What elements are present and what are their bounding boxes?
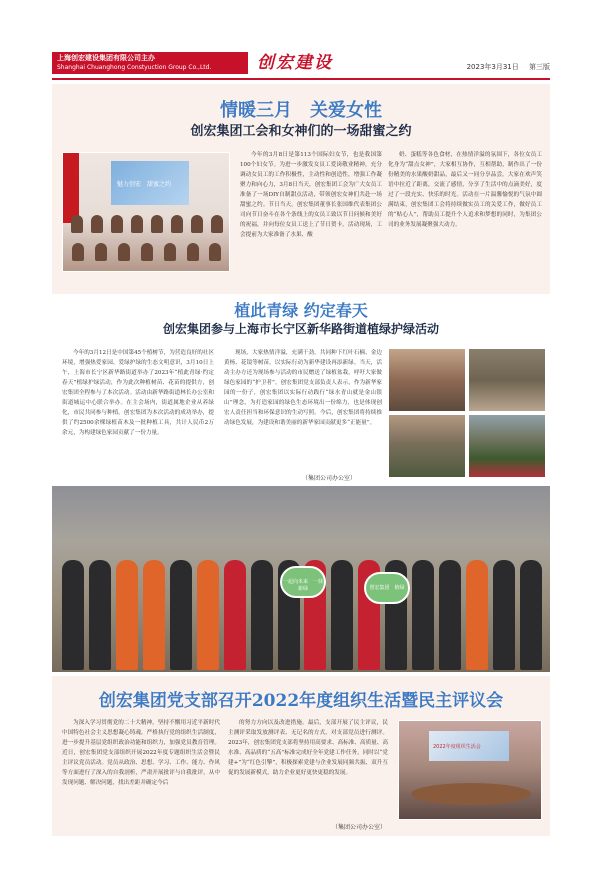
article2-column-2: 现场，大家热情洋溢，充满干劲，共同种下红叶石楠、金边黄杨、花镜等树苗，以实际行动为新华建设再添新绿。当天，活动主办方还为现场参与活动的市民赠送了绿植盆栽，呼吁大家做绿色家园的“护卫者”。创宏集团党支部负责人表示，作为新华家园的一份子，创宏集团以实际行动践行“绿水青山就是金山银山”理念，为打造家园的绿色生态环境出一份绵力，也是体现创宏人责任担当和环保意识的生动写照。今后，创宏集团将持续推动绿色发展，为建设和谐美丽的新华家园贡献更多“正能量”。: [224, 350, 382, 426]
article2-title: 植此青绿 约定春天: [234, 301, 368, 320]
article2-subtitle: 创宏集团参与上海市长宁区新华路街道植绿护绿活动: [162, 322, 439, 336]
planting-photo-3: [388, 414, 466, 478]
sign2-text: 创宏集团 植绿: [369, 585, 405, 591]
planting-photo-4: [468, 414, 546, 478]
article1-column-2: 奶、蛋糕等各色食材，在热情洋溢的氛围下，各位女员工化身为“甜点女神”，大家相互协作，互相帮助，制作出了一份份精美的水果酸奶甜品，最后又一同分享品尝。大家在欢声笑语中拉近了距离，交流了感情，分享了生活中的点滴美好，度过了一段充实、快乐的时光。活动在一片温馨愉悦的气氛中圆满结束，创宏集团工会将持续做实员工的关爱工作，做好员工的“贴心人”，帮助员工提升个人追求和梦想的同时，为集团公司的业务发展凝聚强大动力。: [388, 152, 542, 228]
meeting-table: [411, 783, 531, 805]
article2-column-1: 今年的3月12日是中国第45个植树节，为营造良好的社区环境，增强热爱家园、爱绿护绿的生态文明意识，3月10日上午，上海市长宁区新华路街道举办了2023年“植此青绿·约定春天”植绿护绿活动，作为此次种植树苗、花苗的提供方，创宏集团全程参与了本次活动。活动由新华路街道林长办公室和街道城运中心联合举办。在主会场内，街道属地企业从养绿化，市民共同参与种植。创宏集团为本次活动的成功举办，提供了约2500余棵绿植苗木及一批种植工具，共计人民币2万余元，为构建绿色家园贡献了一份力量。: [62, 350, 214, 436]
article-tree-planting: [52, 294, 550, 674]
people-row-front: [67, 243, 227, 261]
flag-shape: [63, 153, 79, 223]
masthead-divider: [52, 78, 550, 80]
article1-subtitle: 创宏集团工会和女神们的一场甜蜜之约: [190, 124, 412, 139]
group-photo: [52, 486, 550, 672]
meeting-screen: [429, 731, 509, 761]
article1-title: 情暖三月 关爱女性: [220, 100, 382, 121]
publisher-banner: [52, 52, 248, 74]
article3-title: 创宏集团党支部召开2022年度组织生活暨民主评议会: [98, 691, 504, 711]
article-party-meeting: [52, 676, 550, 836]
newspaper-logo: 创宏建设: [257, 53, 333, 73]
article3-credit: （集团公司办公室）: [332, 824, 387, 831]
green-sign-1: [280, 566, 326, 598]
party-meeting-photo: [398, 720, 542, 820]
article3-column-1: 为深入学习贯彻党的二十大精神，坚持不懈用习近平新时代中国特色社会主义思想凝心铸魂，严格执行党的组织生活制度，进一步提升基层党组织政治功能和组织力，加强党员教育管理。近日，创宏集团党支部组织开展2022年度专题组织生活会暨民主评议党员活动。党员从政治、思想、学习、工作、能力、作风等方面进行了深入的自我剖析，严肃开展批评与自我批评，从中发现问题、解决问题，找出差距并确定今后: [62, 720, 220, 786]
planting-photo-2: [468, 348, 546, 412]
people-row-back: [67, 215, 227, 233]
meeting-screen-caption: 2022年度组织生活会: [433, 744, 481, 750]
article1-column-1: 今年的3月8日是第113个国际妇女节，也是我国第100个妇女节。为进一步激发女员工爱岗敬业精神，充分调动女员工的工作积极性，主动性和创造性，增强工作凝聚力和向心力，3月8日当天，创宏集团工会为广大女员工准备了一场DIY自制甜点活动，带领创宏女神们共赴一场甜蜜之约。节日当天，创宏集团董事长张国维代表集团公司向节日奋斗在各个条线上的女员工致以节日问候和美好的祝福，并向每位女员工送上了节日贺卡。活动现场，工会提前为大家准备了水果、酸: [240, 152, 382, 238]
article-womens-day: [52, 84, 550, 310]
projection-screen: [111, 161, 189, 205]
womens-day-photo: [62, 152, 230, 272]
green-sign-2: [364, 572, 410, 604]
publisher-name-en: Shanghai Chuanghong Constyuction Group Co.,Ltd.: [57, 64, 212, 71]
sign1-text: 一起向未来 一抹新绿: [282, 579, 323, 592]
screen-caption: 魅力创宏 甜蜜之约: [117, 181, 172, 188]
group-people: [62, 526, 542, 670]
article2-credit: （集团公司办公室）: [302, 475, 357, 482]
issue-date: 2023年3月31日: [466, 63, 519, 71]
article3-column-2: 的努力方向以及改进措施。最后，支部开展了民主评议，民主测评采取发放测评表、无记名的方式，对支部党员进行测评。2023年，创宏集团党支部将坚持用高要求、高标准、高质量、高水准、高品质的“五高”标准完成好全年党建工作任务，同时以“党建+”为“红色引擎”，积极探索党建与企业发展同频共振、双升互促的发展新模式，助力企业更好更快更稳的发展。: [228, 720, 388, 776]
publisher-name-cn: 上海创宏建设集团有限公司主办: [57, 54, 155, 62]
issue-info: [459, 62, 550, 72]
page-number: 第三版: [529, 63, 550, 71]
planting-photo-grid: [388, 348, 548, 480]
planting-photo-1: [388, 348, 466, 412]
